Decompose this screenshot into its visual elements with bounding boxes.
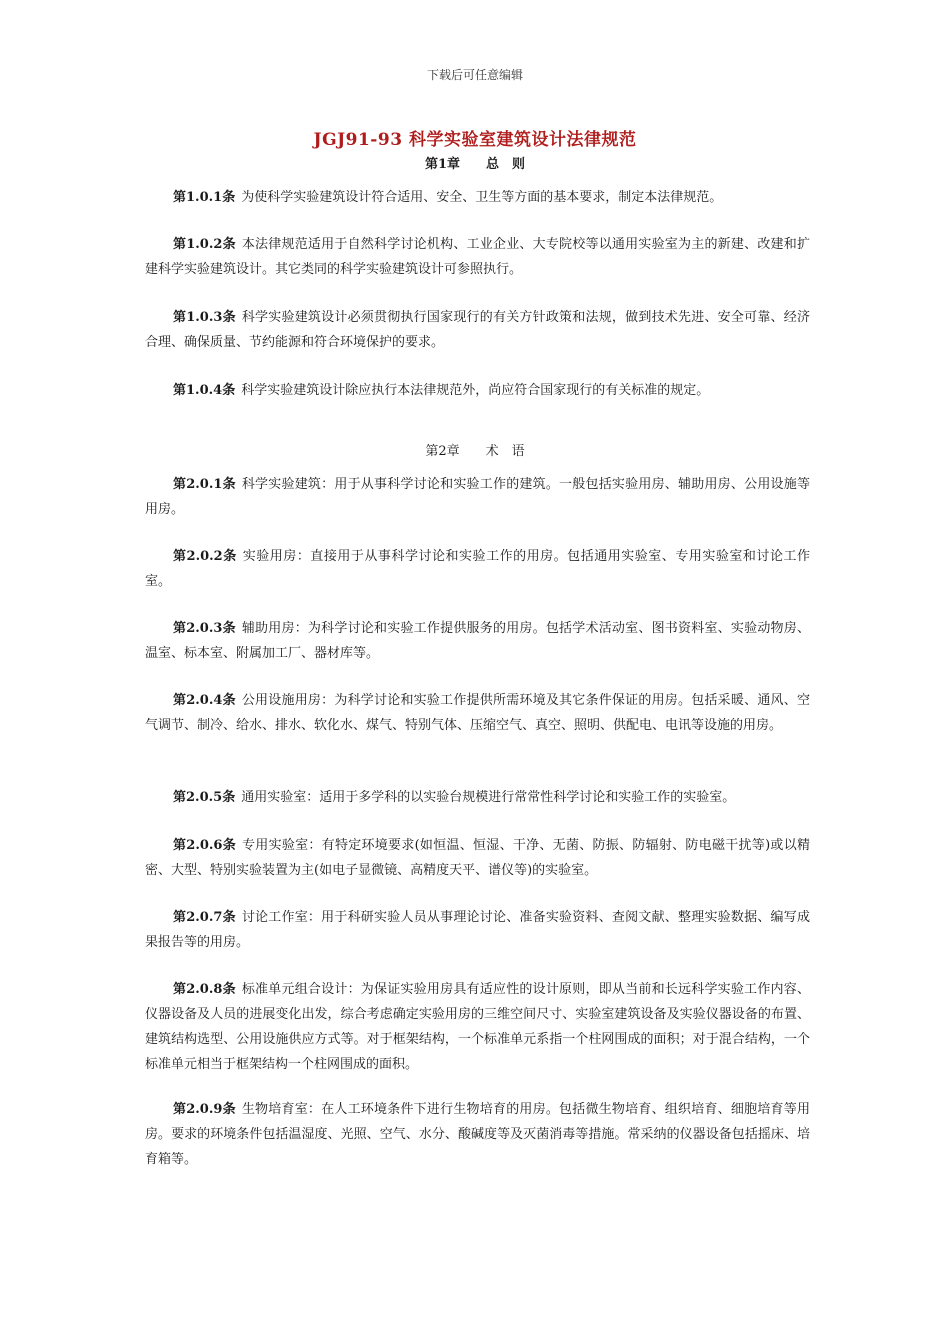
- article-text: 通用实验室：适用于多学科的以实验台规模进行常常性科学讨论和实验工作的实验室。: [241, 790, 736, 805]
- article-2-0-8: [145, 977, 810, 1077]
- article-text: 实验用房：直接用于从事科学讨论和实验工作的用房。包括通用实验室、专用实验室和讨论工作室。: [145, 549, 810, 589]
- article-number: 第2.0.3条: [173, 621, 236, 636]
- article-number: 第2.0.2条: [173, 549, 237, 564]
- article-2-0-9: [145, 1097, 810, 1172]
- article-2-0-4: [145, 688, 810, 738]
- article-text: 科学实验建筑：用于从事科学讨论和实验工作的建筑。一般包括实验用房、辅助用房、公用设施等用房。: [145, 477, 810, 517]
- article-text: 讨论工作室：用于科研实验人员从事理论讨论、准备实验资料、查阅文献、整理实验数据、编写成果报告等的用房。: [145, 910, 810, 950]
- article-number: 第2.0.9条: [173, 1102, 236, 1117]
- chapter-2-heading: 第2章 术 语: [425, 444, 525, 459]
- article-number: 第2.0.8条: [173, 982, 236, 997]
- article-number: 第2.0.5条: [173, 790, 236, 805]
- chapter-1-heading: 第1章 总 则: [424, 157, 526, 172]
- article-text: 科学实验建筑设计除应执行本法律规范外，尚应符合国家现行的有关标准的规定。: [241, 383, 710, 398]
- article-number: 第2.0.7条: [173, 910, 236, 925]
- article-number: 第1.0.1条: [173, 190, 236, 205]
- article-2-0-7: [145, 905, 810, 955]
- article-text: 专用实验室：有特定环境要求(如恒温、恒湿、干净、无菌、防振、防辐射、防电磁干扰等)或以精密、大型、特别实验装置为主(如电子显微镜、高精度天平、谱仪等)的实验室。: [145, 838, 810, 878]
- document-title: JGJ91-93 科学实验室建筑设计法律规范: [313, 130, 637, 150]
- article-text: 为使科学实验建筑设计符合适用、安全、卫生等方面的基本要求，制定本法律规范。: [241, 190, 723, 205]
- article-number: 第1.0.4条: [173, 383, 236, 398]
- article-1-0-1: [145, 185, 810, 210]
- article-number: 第2.0.6条: [173, 838, 237, 853]
- article-2-0-5: [145, 785, 810, 810]
- article-text: 生物培育室：在人工环境条件下进行生物培育的用房。包括微生物培育、组织培育、细胞培育等用房。要求的环境条件包括温湿度、光照、空气、水分、酸碱度等及灭菌消毒等措施。常采纳的仪器设备包括摇床、培育箱等。: [145, 1102, 810, 1167]
- article-text: 辅助用房：为科学讨论和实验工作提供服务的用房。包括学术活动室、图书资料室、实验动物房、温室、标本室、附属加工厂、器材库等。: [145, 621, 810, 661]
- article-2-0-2: [145, 544, 810, 594]
- article-number: 第2.0.1条: [173, 477, 236, 492]
- watermark-text: 下载后可任意编辑: [426, 68, 523, 82]
- article-1-0-2: [145, 232, 810, 282]
- article-number: 第2.0.4条: [173, 693, 236, 708]
- article-1-0-3: [145, 305, 810, 355]
- article-number: 第1.0.3条: [173, 310, 236, 325]
- article-number: 第1.0.2条: [173, 237, 236, 252]
- article-text: 标准单元组合设计：为保证实验用房具有适应性的设计原则，即从当前和长远科学实验工作内容、仪器设备及人员的进展变化出发，综合考虑确定实验用房的三维空间尺寸、实验室建筑设备及实验仪器设备的布置、建筑结构选型、公用设施供应方式等。对于框架结构，一个标准单元系指一个柱网围成的面积；对于混合结构，一个标准单元相当于框架结构一个柱网围成的面积。: [145, 982, 810, 1072]
- article-2-0-3: [145, 616, 810, 666]
- article-2-0-1: [145, 472, 810, 522]
- article-1-0-4: [145, 378, 810, 403]
- article-2-0-6: [145, 833, 810, 883]
- article-text: 本法律规范适用于自然科学讨论机构、工业企业、大专院校等以通用实验室为主的新建、改建和扩建科学实验建筑设计。其它类同的科学实验建筑设计可参照执行。: [145, 237, 810, 277]
- article-text: 公用设施用房：为科学讨论和实验工作提供所需环境及其它条件保证的用房。包括采暖、通风、空气调节、制冷、给水、排水、软化水、煤气、特别气体、压缩空气、真空、照明、供配电、电讯等设施的用房。: [145, 693, 810, 733]
- article-text: 科学实验建筑设计必须贯彻执行国家现行的有关方针政策和法规，做到技术先进、安全可靠、经济合理、确保质量、节约能源和符合环境保护的要求。: [145, 310, 810, 350]
